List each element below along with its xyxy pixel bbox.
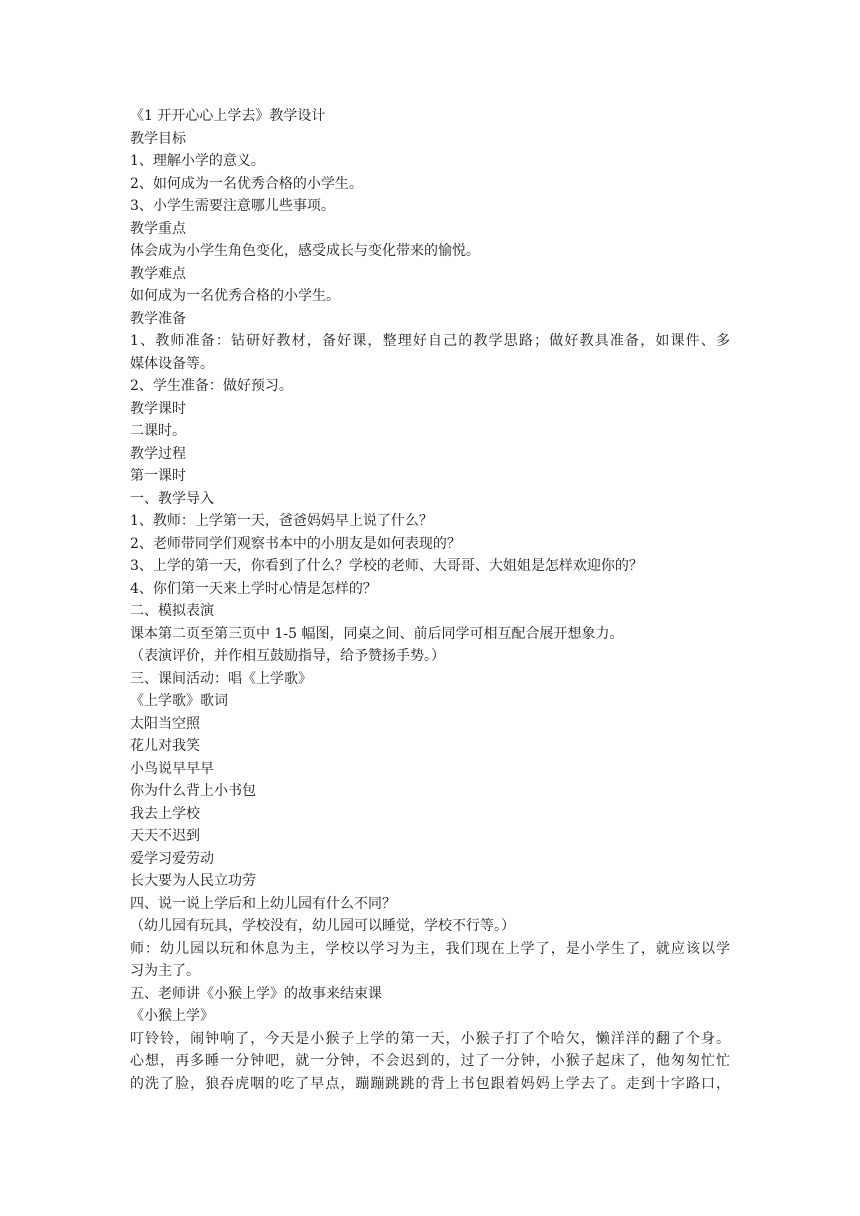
- lyric-line: 你为什么背上小书包: [130, 783, 256, 799]
- paragraph-line: （表演评价，并作相互鼓励指导，给予赞扬手势。）: [130, 648, 445, 664]
- paragraph-line: 体会成为小学生角色变化，感受成长与变化带来的愉悦。: [130, 243, 480, 259]
- lyric-line: 小鸟说早早早: [130, 760, 214, 777]
- lyric-line: 爱学习爱劳动: [130, 850, 214, 867]
- list-item: 3、上学的第一天，你看到了什么？学校的老师、大哥哥、大姐姐是怎样欢迎你的？: [130, 558, 643, 574]
- sub-heading: 五、老师讲《小猴上学》的故事来结束课: [130, 985, 382, 1002]
- lyric-line: 天天不迟到: [130, 828, 200, 844]
- lyrics-title: 《上学歌》歌词: [130, 693, 228, 709]
- sub-heading: 四、说一说上学后和上幼儿园有什么不同？: [130, 895, 396, 912]
- list-item: 2、老师带同学们观察书本中的小朋友是如何表现的？: [130, 535, 461, 552]
- list-item: 1、理解小学的意义。: [130, 153, 265, 169]
- story-line: 心想，再多睡一分钟吧，就一分钟，不会迟到的，过了一分钟，小猴子起床了，他匆匆忙忙: [130, 1053, 730, 1069]
- list-item: 2、学生准备：做好预习。: [130, 378, 293, 394]
- paragraph-line: 习为主了。: [130, 963, 200, 979]
- list-item-continued: 媒体设备等。: [130, 355, 214, 372]
- section-heading-objectives: 教学目标: [130, 130, 186, 147]
- sub-heading-first-period: 第一课时: [130, 468, 186, 484]
- story-title: 《小猴上学》: [130, 1008, 214, 1024]
- paragraph-line: 师：幼儿园以玩和休息为主，学校以学习为主，我们现在上学了，是小学生了，就应该以学: [130, 940, 730, 957]
- story-line: 叮铃铃，闹钟响了，今天是小猴子上学的第一天，小猴子打了个哈欠，懒洋洋的翻了个身。: [130, 1030, 730, 1047]
- list-item: 1、教师：上学第一天，爸爸妈妈早上说了什么？: [130, 513, 433, 529]
- list-item: 2、如何成为一名优秀合格的小学生。: [130, 175, 363, 192]
- paragraph-line: 如何成为一名优秀合格的小学生。: [130, 288, 340, 304]
- lyric-line: 花儿对我笑: [130, 738, 200, 754]
- section-heading-preparation: 教学准备: [130, 310, 186, 327]
- story-line: 的洗了脸，狼吞虎咽的吃了早点，蹦蹦跳跳的背上书包跟着妈妈上学去了。走到十字路口，: [130, 1075, 730, 1092]
- paragraph-line: 课本第二页至第三页中 1-5 幅图，同桌之间、前后同学可相互配合展开想象力。: [130, 625, 624, 642]
- section-heading-process: 教学过程: [130, 445, 186, 462]
- list-item: 1、教师准备：钻研好教材，备好课，整理好自己的教学思路；做好教具准备，如课件、多: [130, 333, 730, 349]
- sub-heading: 三、课间活动：唱《上学歌》: [130, 670, 312, 687]
- paragraph-line: 二课时。: [130, 423, 186, 439]
- list-item: 4、你们第一天来上学时心情是怎样的？: [130, 580, 377, 597]
- paragraph-line: （幼儿园有玩具，学校没有，幼儿园可以睡觉，学校不行等。）: [130, 918, 515, 934]
- lyric-line: 太阳当空照: [130, 715, 200, 732]
- section-heading-key-points: 教学重点: [130, 220, 186, 237]
- list-item: 3、小学生需要注意哪儿些事项。: [130, 198, 335, 214]
- section-heading-difficulties: 教学难点: [130, 265, 186, 282]
- section-heading-periods: 教学课时: [130, 400, 186, 417]
- lyric-line: 长大要为人民立功劳: [130, 873, 256, 889]
- sub-heading: 一、教学导入: [130, 490, 214, 507]
- sub-heading: 二、模拟表演: [130, 603, 214, 619]
- document-page: [130, 105, 730, 1095]
- doc-title: 《1 开开心心上学去》教学设计: [130, 108, 326, 124]
- lyric-line: 我去上学校: [130, 805, 200, 822]
